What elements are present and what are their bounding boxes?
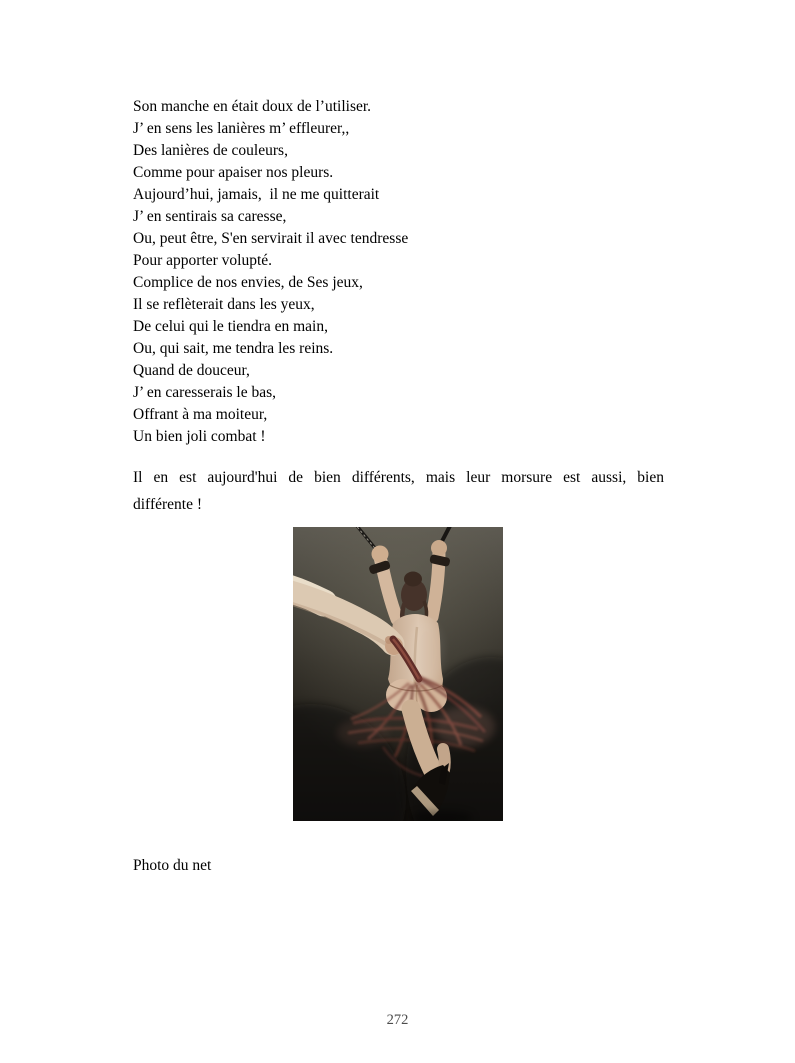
poem-line: J’ en sens les lanières m’ effleurer,, (133, 120, 350, 137)
poem-line: J’ en caresserais le bas, (133, 384, 277, 401)
poem-line: Complice de nos envies, de Ses jeux, (133, 274, 363, 291)
poem-line: Un bien joli combat ! (133, 428, 266, 445)
closing-paragraph (133, 464, 664, 518)
poem-line: Comme pour apaiser nos pleurs. (133, 164, 334, 181)
photo-figure (293, 527, 503, 821)
poem-line: De celui qui le tiendra en main, (133, 318, 328, 335)
photo-caption: Photo du net (133, 857, 212, 874)
poem-line: Offrant à ma moiteur, (133, 406, 268, 423)
poem-line: Aujourd’hui, jamais, il ne me quitterait (133, 186, 380, 203)
paragraph-line: Il en est aujourd'hui de bien différents, mais leur morsure est aussi, bien (133, 469, 664, 486)
poem (133, 96, 408, 448)
page-number: 272 (386, 1012, 409, 1028)
poem-line: Pour apporter volupté. (133, 252, 273, 269)
paragraph-line: différente ! (133, 496, 202, 513)
poem-line: Des lanières de couleurs, (133, 142, 288, 159)
poem-line: Ou, qui sait, me tendra les reins. (133, 340, 334, 357)
poem-line: Son manche en était doux de l’utiliser. (133, 98, 372, 115)
poem-line: Ou, peut être, S'en servirait il avec tendresse (133, 230, 409, 247)
poem-line: J’ en sentirais sa caresse, (133, 208, 287, 225)
poem-line: Quand de douceur, (133, 362, 250, 379)
poem-line: Il se reflèterait dans les yeux, (133, 296, 315, 313)
photo-artwork (293, 527, 503, 821)
